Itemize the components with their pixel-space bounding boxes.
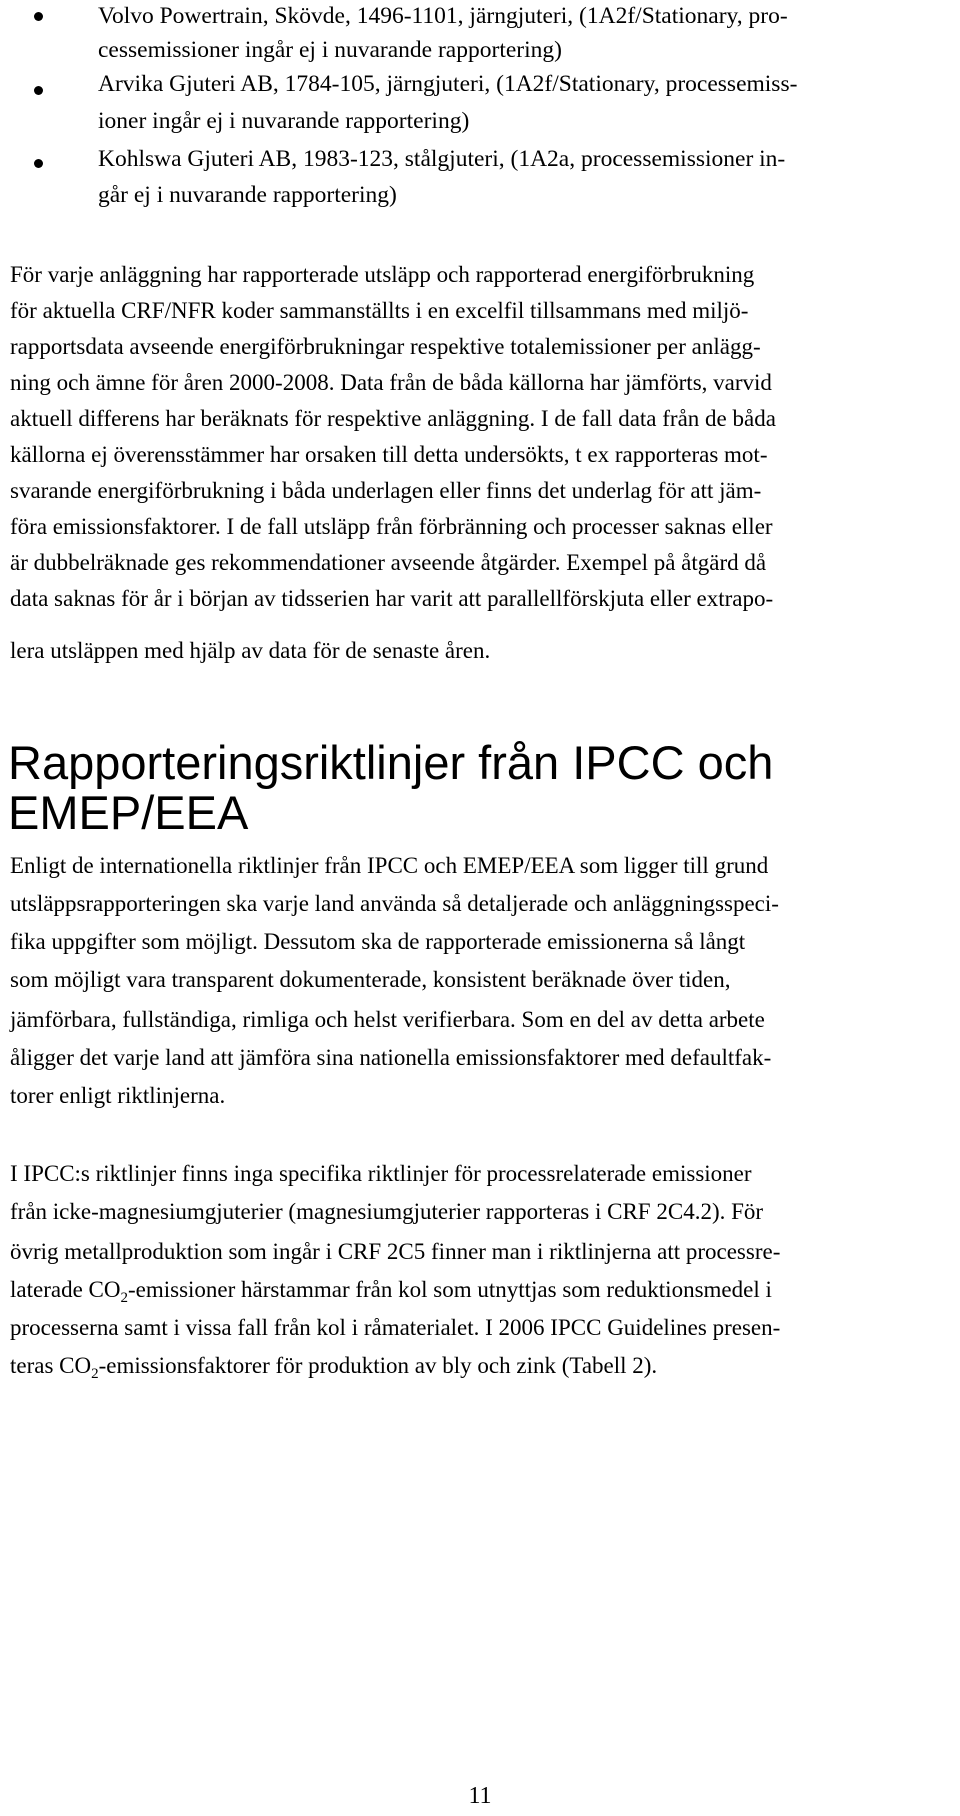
paragraph-2-line: åligger det varje land att jämföra sina nationella emissionsfaktorer med defaultfak- xyxy=(10,1045,772,1070)
co2-prefix-text: laterade CO xyxy=(10,1277,121,1302)
bullet-marker xyxy=(34,86,43,95)
paragraph-1-line: källorna ej överensstämmer har orsaken till detta undersökts, t ex rapporteras mot- xyxy=(10,442,768,467)
paragraph-2-line: torer enligt riktlinjerna. xyxy=(10,1083,226,1108)
paragraph-1-line: lera utsläppen med hjälp av data för de senaste åren. xyxy=(10,638,491,663)
bullet-3-line-1: Kohlswa Gjuteri AB, 1983-123, stålgjuteri, (1A2a, processemissioner in- xyxy=(98,146,786,172)
paragraph-2-line: jämförbara, fullständiga, rimliga och helst verifierbara. Som en del av detta arbete xyxy=(10,1007,765,1032)
co2-suffix-text: -emissionsfaktorer för produktion av bly och zink (Tabell 2). xyxy=(98,1353,658,1378)
co2-subscript: 2 xyxy=(120,1290,128,1306)
paragraph-1-line: föra emissionsfaktorer. I de fall utsläpp från förbränning och processer saknas eller xyxy=(10,514,773,539)
paragraph-1-line: aktuell differens har beräknats för respektive anläggning. I de fall data från de båda xyxy=(10,406,776,431)
paragraph-1-line: för aktuella CRF/NFR koder sammanställts i en excelfil tillsammans med miljö- xyxy=(10,298,749,323)
bullet-1-line-1: Volvo Powertrain, Skövde, 1496-1101, järngjuteri, (1A2f/Stationary, pro- xyxy=(98,3,788,29)
co2-subscript: 2 xyxy=(91,1366,99,1382)
paragraph-2-line: utsläppsrapporteringen ska varje land använda så detaljerade och anläggningsspeci- xyxy=(10,891,779,916)
paragraph-2-line: som möjligt vara transparent dokumenterade, konsistent beräknade över tiden, xyxy=(10,967,731,992)
paragraph-1-line: är dubbelräknade ges rekommendationer avseende åtgärder. Exempel på åtgärd då xyxy=(10,550,767,575)
paragraph-1-line: data saknas för år i början av tidsserien har varit att parallellförskjuta eller extrapo- xyxy=(10,586,774,611)
co2-suffix-text: -emissioner härstammar från kol som utnyttjas som reduktionsmedel i xyxy=(127,1277,772,1302)
bullet-marker xyxy=(34,159,43,168)
co2-prefix-text: teras CO xyxy=(10,1353,92,1378)
paragraph-3-line xyxy=(10,1272,772,1308)
bullet-3-line-2: går ej i nuvarande rapportering) xyxy=(98,182,397,208)
bullet-2-line-2: ioner ingår ej i nuvarande rapportering) xyxy=(98,108,470,134)
paragraph-3-line: övrig metallproduktion som ingår i CRF 2C5 finner man i riktlinjerna att processre- xyxy=(10,1239,781,1264)
paragraph-3-line: I IPCC:s riktlinjer finns inga specifika riktlinjer för processrelaterade emissioner xyxy=(10,1161,752,1186)
section-heading-line-2: EMEP/EEA xyxy=(8,786,249,839)
paragraph-3-line: från icke-magnesiumgjuterier (magnesiumgjuterier rapporteras i CRF 2C4.2). För xyxy=(10,1199,764,1224)
bullet-marker xyxy=(34,12,43,21)
paragraph-3-line xyxy=(10,1348,657,1384)
page-number: 11 xyxy=(468,1783,492,1809)
paragraph-2-line: fika uppgifter som möjligt. Dessutom ska de rapporterade emissionerna så långt xyxy=(10,929,746,954)
paragraph-2-line: Enligt de internationella riktlinjer från IPCC och EMEP/EEA som ligger till grund xyxy=(10,853,769,878)
section-heading-line-1: Rapporteringsriktlinjer från IPCC och xyxy=(8,736,774,789)
paragraph-1-line: svarande energiförbrukning i båda underlagen eller finns det underlag för att jäm- xyxy=(10,478,762,503)
paragraph-3-line: processerna samt i vissa fall från kol i råmaterialet. I 2006 IPCC Guidelines presen- xyxy=(10,1315,781,1340)
paragraph-1-line: ning och ämne för åren 2000-2008. Data från de båda källorna har jämförts, varvid xyxy=(10,370,772,395)
bullet-2-line-1: Arvika Gjuteri AB, 1784-105, järngjuteri, (1A2f/Stationary, processemiss- xyxy=(98,71,798,97)
paragraph-1-line: rapportsdata avseende energiförbrukningar respektive totalemissioner per anlägg- xyxy=(10,334,761,359)
bullet-1-line-2: cessemissioner ingår ej i nuvarande rapportering) xyxy=(98,37,562,63)
paragraph-1-line: För varje anläggning har rapporterade utsläpp och rapporterad energiförbrukning xyxy=(10,262,755,287)
